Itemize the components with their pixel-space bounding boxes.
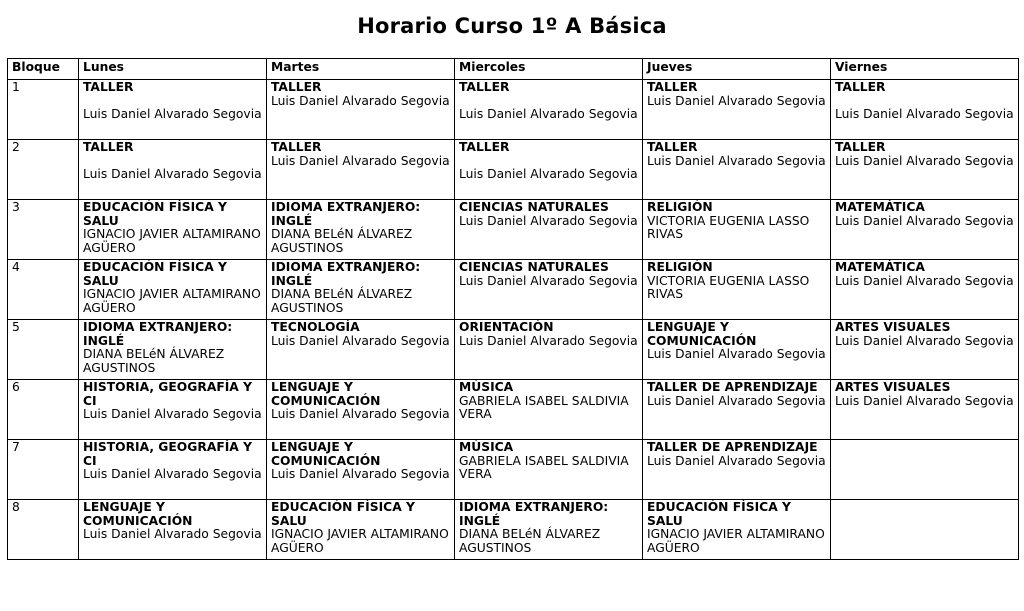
cell-martes	[267, 200, 455, 260]
teacher-name: Luis Daniel Alvarado Segovia	[647, 153, 826, 168]
subject-name: IDIOMA EXTRANJERO: INGLÉ	[271, 260, 421, 288]
teacher-name: DIANA BELéN ÁLVAREZ AGUSTINOS	[271, 227, 413, 255]
teacher-name: Luis Daniel Alvarado Segovia	[459, 273, 638, 288]
cell-martes	[267, 380, 455, 440]
bloque-cell: 3	[8, 200, 79, 260]
subject-name: MATEMÁTICA	[835, 260, 925, 274]
teacher-name: Luis Daniel Alvarado Segovia	[647, 393, 826, 408]
subject-name: TALLER DE APRENDIZAJE	[647, 380, 818, 394]
subject-name: CIENCIAS NATURALES	[459, 200, 609, 214]
subject-name: EDUCACIÓN FÍSICA Y SALU	[83, 200, 227, 228]
subject-name: TALLER	[835, 80, 886, 94]
bloque-cell: 2	[8, 140, 79, 200]
cell-lunes	[79, 260, 267, 320]
header-bloque: Bloque	[8, 59, 79, 80]
header-viernes: Viernes	[831, 59, 1019, 80]
cell-lunes	[79, 440, 267, 500]
bloque-cell: 7	[8, 440, 79, 500]
teacher-name: IGNACIO JAVIER ALTAMIRANO AGÜERO	[271, 527, 449, 555]
cell-martes	[267, 140, 455, 200]
cell-miercoles	[455, 380, 643, 440]
teacher-name: Luis Daniel Alvarado Segovia	[835, 393, 1014, 408]
table-row	[8, 260, 1019, 320]
table-row	[8, 320, 1019, 380]
teacher-name: Luis Daniel Alvarado Segovia	[83, 167, 262, 181]
cell-spacer	[459, 155, 639, 169]
teacher-name: DIANA BELéN ÁLVAREZ AGUSTINOS	[83, 347, 225, 375]
subject-name: EDUCACIÓN FÍSICA Y SALU	[271, 500, 415, 528]
cell-viernes	[831, 260, 1019, 320]
teacher-name: Luis Daniel Alvarado Segovia	[83, 467, 262, 481]
subject-name: TALLER	[459, 80, 510, 94]
cell-lunes	[79, 140, 267, 200]
table-row	[8, 500, 1019, 560]
subject-name: CIENCIAS NATURALES	[459, 260, 609, 274]
cell-miercoles	[455, 500, 643, 560]
page-title: Horario Curso 1º A Básica	[357, 14, 667, 38]
subject-name: TALLER	[83, 140, 134, 154]
subject-name: ARTES VISUALES	[835, 380, 951, 394]
cell-lunes	[79, 500, 267, 560]
teacher-name: GABRIELA ISABEL SALDIVIA VERA	[459, 453, 629, 481]
cell-miercoles	[455, 260, 643, 320]
table-row	[8, 440, 1019, 500]
teacher-name: Luis Daniel Alvarado Segovia	[459, 213, 638, 228]
cell-miercoles	[455, 320, 643, 380]
cell-viernes	[831, 320, 1019, 380]
subject-name: TECNOLOGÍA	[271, 320, 360, 334]
table-row	[8, 380, 1019, 440]
teacher-name: Luis Daniel Alvarado Segovia	[83, 107, 262, 121]
teacher-name: Luis Daniel Alvarado Segovia	[271, 333, 450, 348]
bloque-cell: 5	[8, 320, 79, 380]
table-row	[8, 80, 1019, 140]
teacher-name: Luis Daniel Alvarado Segovia	[647, 453, 826, 468]
header-miercoles: Miercoles	[455, 59, 643, 80]
teacher-name: Luis Daniel Alvarado Segovia	[835, 153, 1014, 168]
subject-name: TALLER	[271, 80, 322, 94]
cell-viernes	[831, 440, 1019, 500]
teacher-name: GABRIELA ISABEL SALDIVIA VERA	[459, 393, 629, 421]
teacher-name: DIANA BELéN ÁLVAREZ AGUSTINOS	[459, 527, 601, 555]
cell-spacer	[83, 155, 263, 169]
teacher-name: Luis Daniel Alvarado Segovia	[459, 107, 638, 121]
teacher-name: Luis Daniel Alvarado Segovia	[835, 213, 1014, 228]
cell-viernes	[831, 500, 1019, 560]
subject-name: HISTORIA, GEOGRAFÍA Y CI	[83, 440, 253, 468]
subject-name: TALLER	[647, 140, 698, 154]
teacher-name: DIANA BELéN ÁLVAREZ AGUSTINOS	[271, 287, 413, 315]
cell-martes	[267, 80, 455, 140]
subject-name: IDIOMA EXTRANJERO: INGLÉ	[83, 320, 233, 348]
subject-name: TALLER	[835, 140, 886, 154]
subject-name: TALLER	[459, 140, 510, 154]
cell-miercoles	[455, 140, 643, 200]
teacher-name: IGNACIO JAVIER ALTAMIRANO AGÜERO	[83, 287, 261, 315]
cell-jueves	[643, 380, 831, 440]
subject-name: IDIOMA EXTRANJERO: INGLÉ	[459, 500, 609, 528]
cell-jueves	[643, 200, 831, 260]
subject-name: MÚSICA	[459, 440, 514, 454]
teacher-name: Luis Daniel Alvarado Segovia	[83, 527, 262, 541]
cell-viernes	[831, 200, 1019, 260]
subject-name: LENGUAJE Y COMUNICACIÓN	[83, 500, 193, 528]
bloque-cell: 1	[8, 80, 79, 140]
subject-name: ARTES VISUALES	[835, 320, 951, 334]
cell-jueves	[643, 80, 831, 140]
cell-viernes	[831, 140, 1019, 200]
header-martes: Martes	[267, 59, 455, 80]
cell-lunes	[79, 380, 267, 440]
subject-name: LENGUAJE Y COMUNICACIÓN	[271, 380, 381, 408]
cell-jueves	[643, 500, 831, 560]
teacher-name: Luis Daniel Alvarado Segovia	[271, 153, 450, 168]
subject-name: TALLER	[271, 140, 322, 154]
table-row	[8, 200, 1019, 260]
subject-name: TALLER	[83, 80, 134, 94]
cell-lunes	[79, 320, 267, 380]
teacher-name: Luis Daniel Alvarado Segovia	[835, 107, 1014, 121]
teacher-name: Luis Daniel Alvarado Segovia	[271, 407, 450, 421]
table-row	[8, 140, 1019, 200]
cell-martes	[267, 320, 455, 380]
subject-name: EDUCACIÓN FÍSICA Y SALU	[83, 260, 227, 288]
cell-spacer	[835, 95, 1015, 109]
teacher-name: Luis Daniel Alvarado Segovia	[271, 93, 450, 108]
cell-viernes	[831, 380, 1019, 440]
subject-name: IDIOMA EXTRANJERO: INGLÉ	[271, 200, 421, 228]
bloque-cell: 4	[8, 260, 79, 320]
cell-spacer	[83, 95, 263, 109]
schedule-body	[8, 80, 1019, 560]
teacher-name: IGNACIO JAVIER ALTAMIRANO AGÜERO	[83, 227, 261, 255]
cell-martes	[267, 500, 455, 560]
subject-name: ORIENTACIÓN	[459, 320, 554, 334]
teacher-name: VICTORIA EUGENIA LASSO RIVAS	[647, 213, 810, 241]
bloque-cell: 8	[8, 500, 79, 560]
teacher-name: Luis Daniel Alvarado Segovia	[835, 273, 1014, 288]
teacher-name: Luis Daniel Alvarado Segovia	[835, 333, 1014, 348]
cell-lunes	[79, 200, 267, 260]
cell-jueves	[643, 440, 831, 500]
teacher-name: Luis Daniel Alvarado Segovia	[647, 93, 826, 108]
cell-miercoles	[455, 440, 643, 500]
cell-viernes	[831, 80, 1019, 140]
bloque-cell: 6	[8, 380, 79, 440]
teacher-name: Luis Daniel Alvarado Segovia	[83, 407, 262, 421]
subject-name: LENGUAJE Y COMUNICACIÓN	[271, 440, 381, 468]
subject-name: MÚSICA	[459, 380, 514, 394]
header-lunes: Lunes	[79, 59, 267, 80]
teacher-name: IGNACIO JAVIER ALTAMIRANO AGÜERO	[647, 527, 825, 555]
header-row	[8, 59, 1019, 80]
subject-name: HISTORIA, GEOGRAFÍA Y CI	[83, 380, 253, 408]
subject-name: TALLER DE APRENDIZAJE	[647, 440, 818, 454]
schedule-table	[7, 58, 1019, 560]
teacher-name: Luis Daniel Alvarado Segovia	[647, 347, 826, 361]
subject-name: RELIGIÓN	[647, 200, 713, 214]
cell-lunes	[79, 80, 267, 140]
teacher-name: VICTORIA EUGENIA LASSO RIVAS	[647, 273, 810, 301]
cell-miercoles	[455, 200, 643, 260]
cell-spacer	[459, 95, 639, 109]
subject-name: MATEMÁTICA	[835, 200, 925, 214]
subject-name: LENGUAJE Y COMUNICACIÓN	[647, 320, 757, 348]
teacher-name: Luis Daniel Alvarado Segovia	[459, 167, 638, 181]
cell-jueves	[643, 320, 831, 380]
header-jueves: Jueves	[643, 59, 831, 80]
cell-jueves	[643, 140, 831, 200]
subject-name: EDUCACIÓN FÍSICA Y SALU	[647, 500, 791, 528]
cell-martes	[267, 440, 455, 500]
cell-jueves	[643, 260, 831, 320]
teacher-name: Luis Daniel Alvarado Segovia	[459, 333, 638, 348]
subject-name: TALLER	[647, 80, 698, 94]
subject-name: RELIGIÓN	[647, 260, 713, 274]
cell-miercoles	[455, 80, 643, 140]
teacher-name: Luis Daniel Alvarado Segovia	[271, 467, 450, 481]
cell-martes	[267, 260, 455, 320]
